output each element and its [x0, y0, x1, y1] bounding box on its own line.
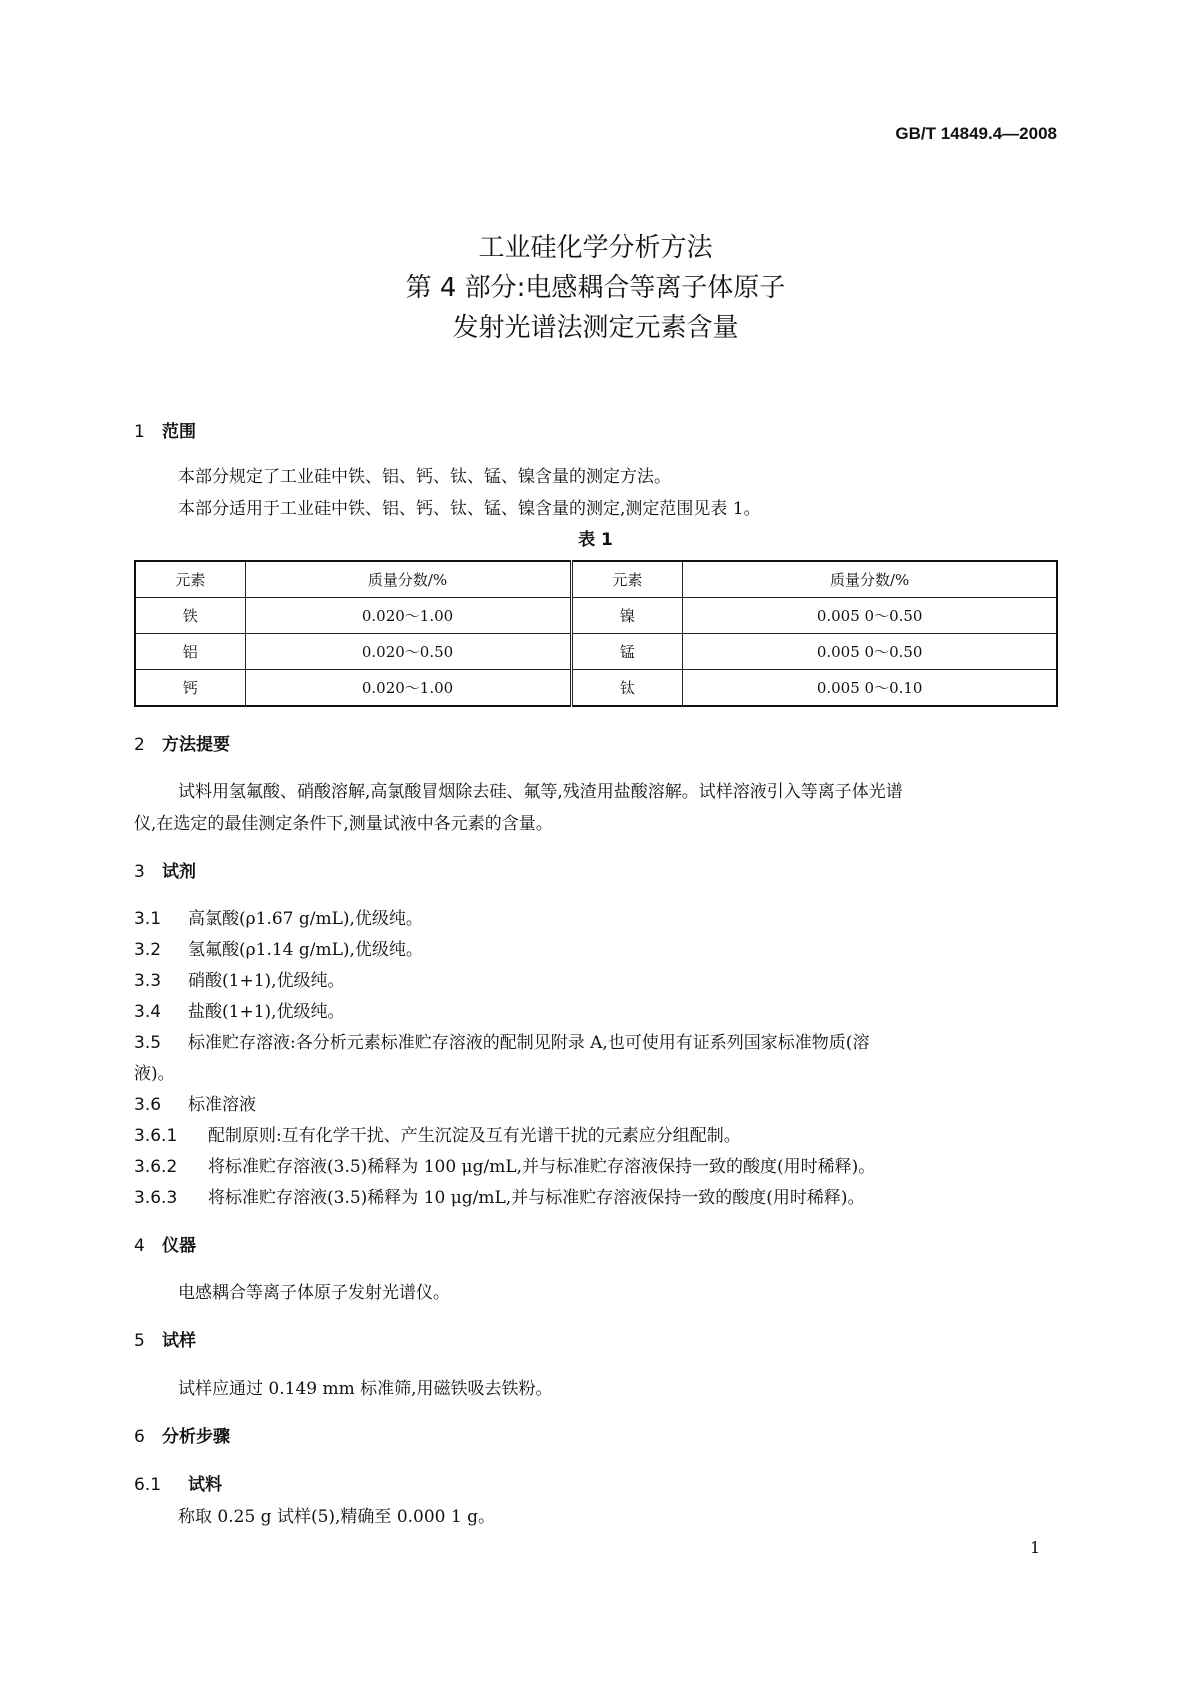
table-cell: 0.005 0～0.50 — [683, 598, 1057, 634]
section-2-line-2: 仪,在选定的最佳测定条件下,测量试液中各元素的含量。 — [134, 814, 553, 834]
clause-text: 标准溶液 — [188, 1095, 256, 1115]
table-cell: 0.020～0.50 — [245, 634, 571, 670]
clause-text: 将标准贮存溶液(3.5)稀释为 100 μg/mL,并与标准贮存溶液保持一致的酸度(用时稀释)。 — [208, 1157, 876, 1177]
section-number: 1 — [134, 422, 145, 442]
reagent-item — [134, 938, 423, 962]
clause-number: 3.1 — [134, 909, 162, 929]
clause-text: 标准贮存溶液:各分析元素标准贮存溶液的配制见附录 A,也可使用有证系列国家标准物质(溶 — [188, 1033, 870, 1053]
clause-text: 盐酸(1+1),优级纯。 — [188, 1002, 345, 1022]
page-number: 1 — [1030, 1538, 1041, 1557]
table-cell: 铁 — [135, 598, 245, 634]
header-element: 元素 — [571, 561, 683, 598]
section-title: 试剂 — [162, 862, 196, 882]
standard-number: GB/T 14849.4—2008 — [895, 124, 1057, 143]
title-line-3: 发射光谱法测定元素含量 — [452, 313, 739, 343]
clause-number: 3.6 — [134, 1095, 162, 1115]
reagent-item — [134, 1093, 256, 1117]
table-1-caption: 表 1 — [578, 530, 613, 550]
clause-number: 3.2 — [134, 940, 162, 960]
section-title: 仪器 — [162, 1236, 196, 1256]
table-row — [135, 634, 1057, 670]
section-5-heading — [134, 1329, 196, 1353]
clause-number: 3.3 — [134, 971, 162, 991]
header-mass-fraction: 质量分数/% — [683, 561, 1057, 598]
clause-number: 3.5 — [134, 1033, 162, 1053]
section-title: 分析步骤 — [162, 1427, 230, 1447]
section-6-1-paragraph: 称取 0.25 g 试样(5),精确至 0.000 1 g。 — [178, 1507, 496, 1527]
section-number: 5 — [134, 1331, 145, 1351]
table-cell: 钛 — [571, 670, 683, 707]
table-cell: 0.005 0～0.50 — [683, 634, 1057, 670]
reagent-item — [134, 1124, 741, 1148]
section-title: 试料 — [188, 1475, 222, 1495]
section-1-paragraph-2: 本部分适用于工业硅中铁、铝、钙、钛、锰、镍含量的测定,测定范围见表 1。 — [178, 499, 761, 519]
reagent-item-continuation — [134, 1062, 175, 1086]
table-1 — [134, 560, 1058, 707]
reagent-item — [134, 969, 345, 993]
section-1-paragraph-1: 本部分规定了工业硅中铁、铝、钙、钛、锰、镍含量的测定方法。 — [178, 467, 671, 487]
clause-text: 硝酸(1+1),优级纯。 — [188, 971, 345, 991]
section-1-heading — [134, 420, 196, 444]
header-mass-fraction: 质量分数/% — [245, 561, 571, 598]
reagent-item — [134, 1000, 345, 1024]
section-number: 6 — [134, 1427, 145, 1447]
section-6-1-heading — [134, 1473, 222, 1497]
reagent-item — [134, 1155, 875, 1179]
table-cell: 铝 — [135, 634, 245, 670]
reagent-item — [134, 1031, 869, 1055]
clause-text: 高氯酸(ρ1.67 g/mL),优级纯。 — [188, 909, 423, 929]
section-number: 4 — [134, 1236, 145, 1256]
table-cell: 0.005 0～0.10 — [683, 670, 1057, 707]
title-line-2: 第 4 部分:电感耦合等离子体原子 — [405, 273, 786, 303]
section-title: 方法提要 — [162, 735, 230, 755]
clause-number: 6.1 — [134, 1475, 162, 1495]
title-line-1: 工业硅化学分析方法 — [478, 233, 713, 263]
section-number: 3 — [134, 862, 145, 882]
section-6-heading — [134, 1425, 230, 1449]
table-cell: 钙 — [135, 670, 245, 707]
reagent-item — [134, 1186, 864, 1210]
clause-number: 3.6.1 — [134, 1126, 178, 1146]
clause-text: 氢氟酸(ρ1.14 g/mL),优级纯。 — [188, 940, 423, 960]
section-5-paragraph: 试样应通过 0.149 mm 标准筛,用磁铁吸去铁粉。 — [178, 1379, 553, 1399]
table-header-row — [135, 561, 1057, 598]
clause-text: 将标准贮存溶液(3.5)稀释为 10 μg/mL,并与标准贮存溶液保持一致的酸度(用时稀释)。 — [208, 1188, 865, 1208]
section-4-paragraph: 电感耦合等离子体原子发射光谱仪。 — [178, 1283, 450, 1303]
reagent-item — [134, 907, 423, 931]
table-cell: 0.020～1.00 — [245, 670, 571, 707]
clause-number: 3.4 — [134, 1002, 162, 1022]
section-title: 试样 — [162, 1331, 196, 1351]
section-2-heading — [134, 733, 230, 757]
clause-text: 配制原则:互有化学干扰、产生沉淀及互有光谱干扰的元素应分组配制。 — [208, 1126, 741, 1146]
document-title — [0, 228, 1191, 348]
table-row — [135, 670, 1057, 707]
clause-text: 液)。 — [134, 1064, 175, 1084]
clause-number: 3.6.3 — [134, 1188, 178, 1208]
table-cell: 镍 — [571, 598, 683, 634]
clause-number: 3.6.2 — [134, 1157, 178, 1177]
section-number: 2 — [134, 735, 145, 755]
section-3-heading — [134, 860, 196, 884]
table-cell: 锰 — [571, 634, 683, 670]
section-title: 范围 — [162, 422, 196, 442]
table-cell: 0.020～1.00 — [245, 598, 571, 634]
section-2-line-1: 试料用氢氟酸、硝酸溶解,高氯酸冒烟除去硅、氟等,残渣用盐酸溶解。试样溶液引入等离子体光谱 — [178, 782, 903, 802]
header-element: 元素 — [135, 561, 245, 598]
section-4-heading — [134, 1234, 196, 1258]
table-row — [135, 598, 1057, 634]
